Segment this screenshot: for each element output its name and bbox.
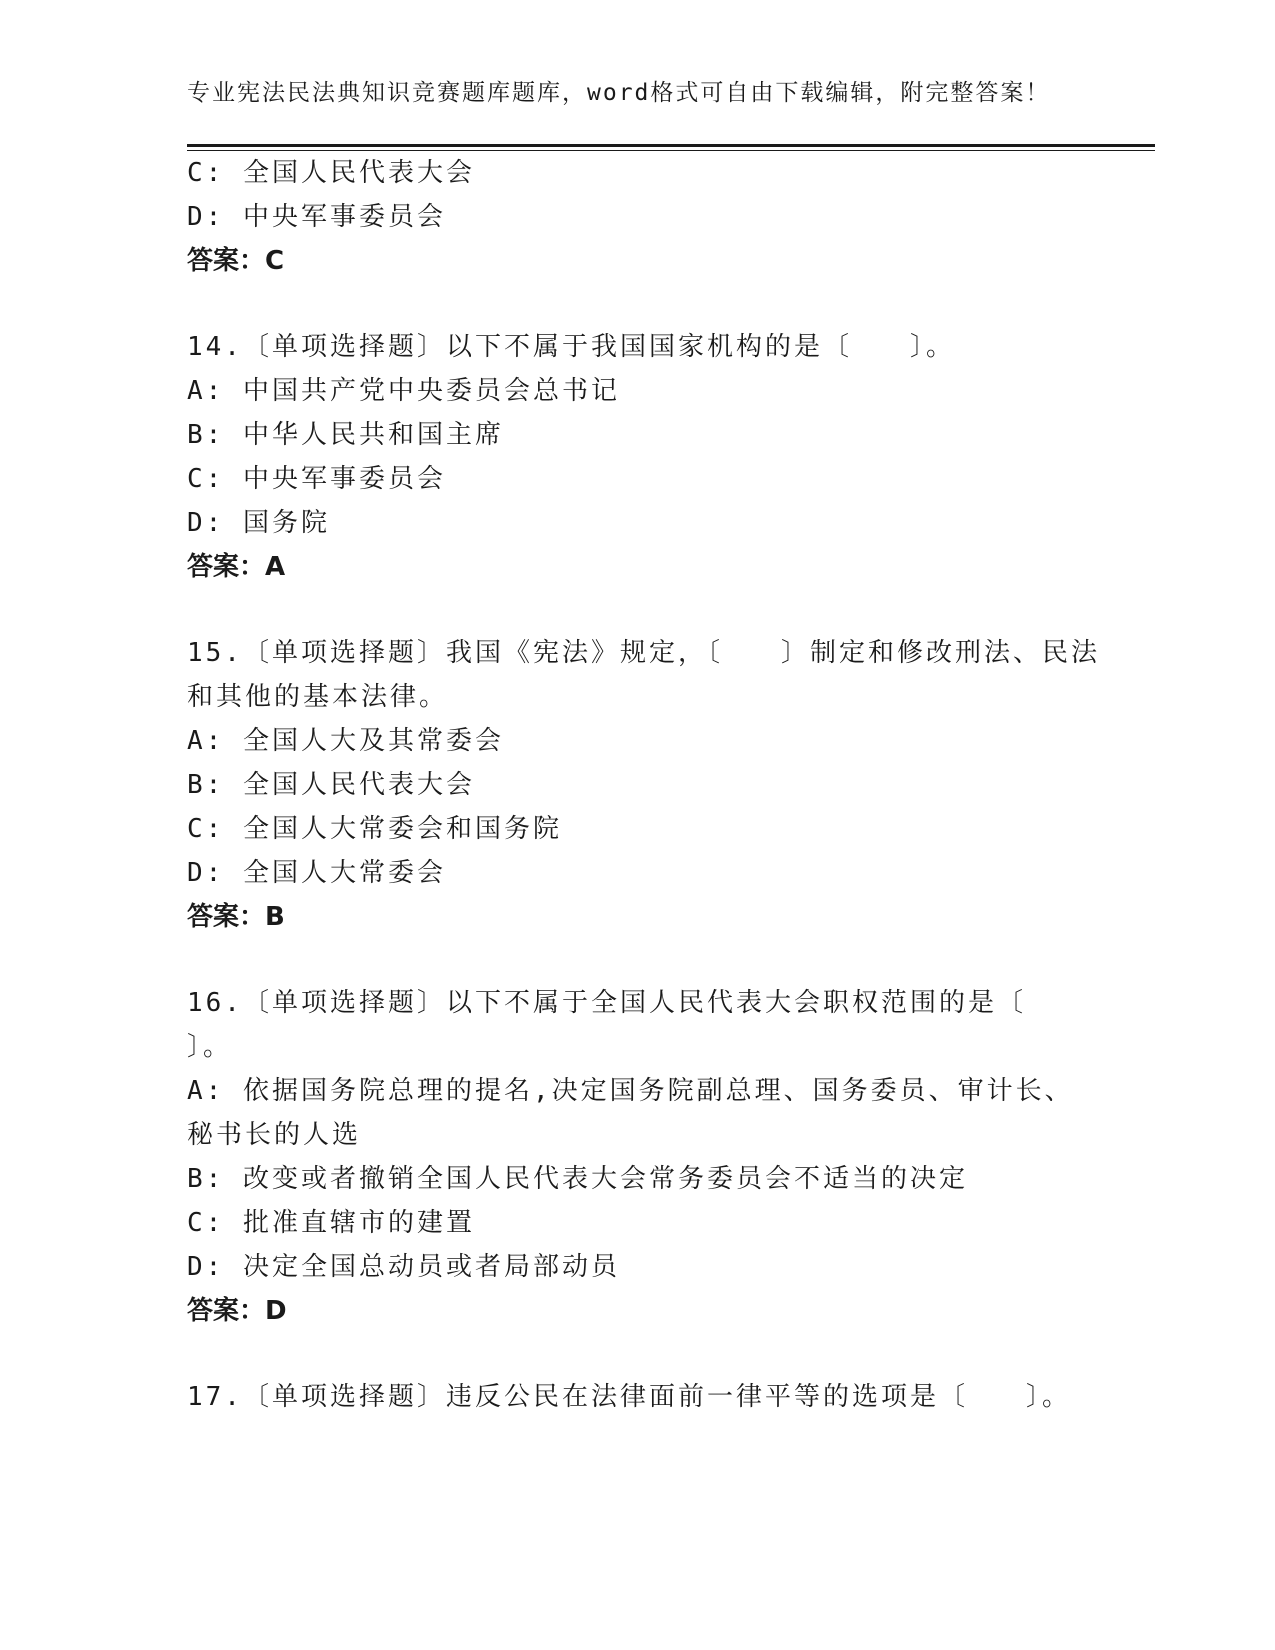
q15-option-d: D: 全国人大常委会 bbox=[187, 858, 446, 888]
q15-stem-line2: 和其他的基本法律。 bbox=[187, 682, 449, 712]
q14-option-b: B: 中华人民共和国主席 bbox=[187, 420, 504, 450]
q14-stem: 14.〔单项选择题〕以下不属于我国国家机构的是〔 〕。 bbox=[187, 332, 955, 362]
prev-answer: 答案：C bbox=[187, 246, 285, 276]
q16-option-a-line1: A: 依据国务院总理的提名,决定国务院副总理、国务委员、审计长、 bbox=[187, 1076, 1074, 1106]
q16-option-c: C: 批准直辖市的建置 bbox=[187, 1208, 475, 1238]
q14-answer: 答案：A bbox=[187, 552, 286, 582]
q16-answer: 答案：D bbox=[187, 1296, 287, 1326]
q16-stem-line1: 16.〔单项选择题〕以下不属于全国人民代表大会职权范围的是〔 bbox=[187, 988, 1026, 1018]
q14-option-a: A: 中国共产党中央委员会总书记 bbox=[187, 376, 620, 406]
q14-option-c: C: 中央军事委员会 bbox=[187, 464, 446, 494]
header-divider-thick bbox=[187, 144, 1155, 147]
prev-option-d: D: 中央军事委员会 bbox=[187, 202, 446, 232]
header-divider-thin bbox=[187, 150, 1155, 151]
q14-option-d: D: 国务院 bbox=[187, 508, 330, 538]
q16-option-a-line2: 秘书长的人选 bbox=[187, 1120, 362, 1150]
document-header: 专业宪法民法典知识竞赛题库题库，word格式可自由下载编辑，附完整答案！ bbox=[187, 80, 1051, 106]
q15-option-a: A: 全国人大及其常委会 bbox=[187, 726, 504, 756]
q15-option-c: C: 全国人大常委会和国务院 bbox=[187, 814, 562, 844]
q16-option-b: B: 改变或者撤销全国人民代表大会常务委员会不适当的决定 bbox=[187, 1164, 968, 1194]
q16-stem-line2: 〕。 bbox=[187, 1032, 233, 1062]
q15-answer: 答案：B bbox=[187, 902, 285, 932]
prev-option-c: C: 全国人民代表大会 bbox=[187, 158, 475, 188]
q15-option-b: B: 全国人民代表大会 bbox=[187, 770, 475, 800]
q15-stem-line1: 15.〔单项选择题〕我国《宪法》规定，〔 〕制定和修改刑法、民法 bbox=[187, 638, 1100, 668]
q16-option-d: D: 决定全国总动员或者局部动员 bbox=[187, 1252, 620, 1282]
q17-stem: 17.〔单项选择题〕违反公民在法律面前一律平等的选项是〔 〕。 bbox=[187, 1382, 1071, 1412]
